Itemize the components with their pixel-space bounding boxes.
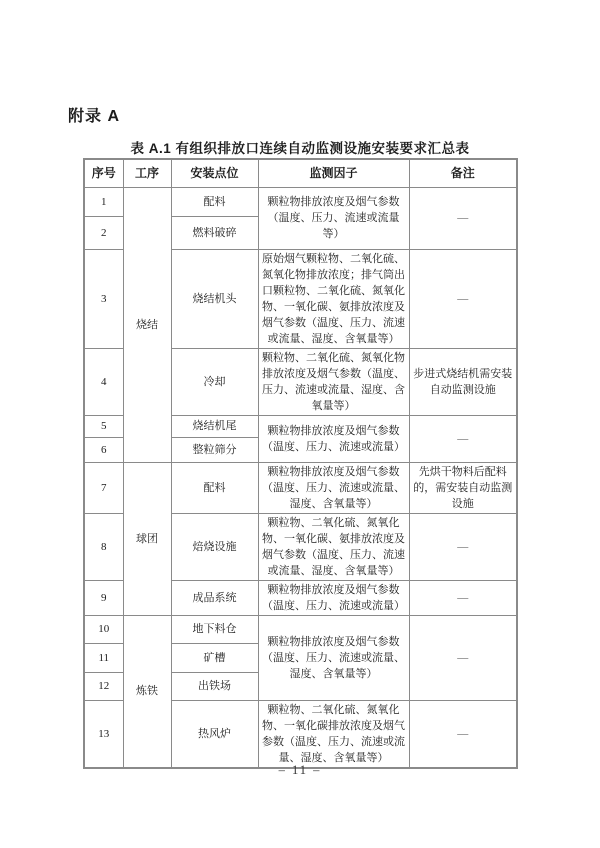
cell-remark-9: — xyxy=(409,580,517,615)
cell-factor-7: 颗粒物排放浓度及烟气参数（温度、压力、流速或流量、湿度、含氧量等） xyxy=(258,462,409,513)
summary-table xyxy=(83,158,518,769)
cell-point-7: 配料 xyxy=(171,462,258,513)
cell-process-sintering: 烧结 xyxy=(123,187,171,462)
table-row-10 xyxy=(84,615,517,643)
cell-no-2: 2 xyxy=(84,216,123,249)
cell-point-3: 烧结机头 xyxy=(171,249,258,348)
cell-factor-10-12: 颗粒物排放浓度及烟气参数（温度、压力、流速或流量、湿度、含氧量等） xyxy=(258,615,409,700)
cell-no-12: 12 xyxy=(84,672,123,700)
cell-no-5: 5 xyxy=(84,415,123,437)
table-title: 表 A.1 有组织排放口连续自动监测设施安装要求汇总表 xyxy=(130,141,470,156)
cell-point-9: 成品系统 xyxy=(171,580,258,615)
col-header-point: 安装点位 xyxy=(171,159,258,187)
cell-no-7: 7 xyxy=(84,462,123,513)
footer-page-number: – 11 – xyxy=(278,763,322,777)
cell-no-1: 1 xyxy=(84,187,123,216)
table-row-7 xyxy=(84,462,517,513)
cell-no-11: 11 xyxy=(84,643,123,672)
cell-remark-1-2: — xyxy=(409,187,517,249)
cell-point-11: 矿槽 xyxy=(171,643,258,672)
table-header-row xyxy=(84,159,517,187)
appendix-heading: 附录 A xyxy=(68,108,121,125)
cell-no-8: 8 xyxy=(84,513,123,580)
cell-process-pelletizing: 球团 xyxy=(123,462,171,615)
cell-remark-7: 先烘干物料后配料的，需安装自动监测设施 xyxy=(409,462,517,513)
cell-point-1: 配料 xyxy=(171,187,258,216)
cell-no-10: 10 xyxy=(84,615,123,643)
cell-remark-4: 步进式烧结机需安装自动监测设施 xyxy=(409,348,517,415)
cell-remark-10-12: — xyxy=(409,615,517,700)
cell-factor-13: 颗粒物、二氧化硫、氮氧化物、一氧化碳排放浓度及烟气参数（温度、压力、流速或流量、湿度、含氧量等） xyxy=(258,700,409,768)
col-header-process: 工序 xyxy=(123,159,171,187)
cell-remark-5-6: — xyxy=(409,415,517,462)
cell-remark-13: — xyxy=(409,700,517,768)
table-row-1 xyxy=(84,187,517,216)
cell-point-13: 热风炉 xyxy=(171,700,258,768)
cell-factor-9: 颗粒物排放浓度及烟气参数（温度、压力、流速或流量） xyxy=(258,580,409,615)
cell-factor-3: 原始烟气颗粒物、二氧化硫、氮氧化物排放浓度；排气筒出口颗粒物、二氧化硫、氮氧化物、一氧化碳、氨排放浓度及烟气参数（温度、压力、流速或流量、湿度、含氧量等） xyxy=(258,249,409,348)
cell-no-6: 6 xyxy=(84,437,123,462)
cell-point-2: 燃料破碎 xyxy=(171,216,258,249)
cell-point-10: 地下料仓 xyxy=(171,615,258,643)
cell-point-5: 烧结机尾 xyxy=(171,415,258,437)
cell-point-12: 出铁场 xyxy=(171,672,258,700)
cell-factor-4: 颗粒物、二氧化硫、氮氧化物排放浓度及烟气参数（温度、压力、流速或流量、湿度、含氧量等） xyxy=(258,348,409,415)
cell-factor-5-6: 颗粒物排放浓度及烟气参数（温度、压力、流速或流量） xyxy=(258,415,409,462)
cell-no-13: 13 xyxy=(84,700,123,768)
cell-remark-3: — xyxy=(409,249,517,348)
cell-no-4: 4 xyxy=(84,348,123,415)
cell-point-8: 焙烧设施 xyxy=(171,513,258,580)
cell-factor-8: 颗粒物、二氧化硫、氮氧化物、一氧化碳、氨排放浓度及烟气参数（温度、压力、流速或流量、湿度、含氧量等） xyxy=(258,513,409,580)
cell-factor-1-2: 颗粒物排放浓度及烟气参数（温度、压力、流速或流量等） xyxy=(258,187,409,249)
cell-remark-8: — xyxy=(409,513,517,580)
cell-point-4: 冷却 xyxy=(171,348,258,415)
cell-no-3: 3 xyxy=(84,249,123,348)
col-header-remark: 备注 xyxy=(409,159,517,187)
col-header-no: 序号 xyxy=(84,159,123,187)
cell-no-9: 9 xyxy=(84,580,123,615)
cell-point-6: 整粒筛分 xyxy=(171,437,258,462)
col-header-factor: 监测因子 xyxy=(258,159,409,187)
cell-process-ironmaking: 炼铁 xyxy=(123,615,171,768)
